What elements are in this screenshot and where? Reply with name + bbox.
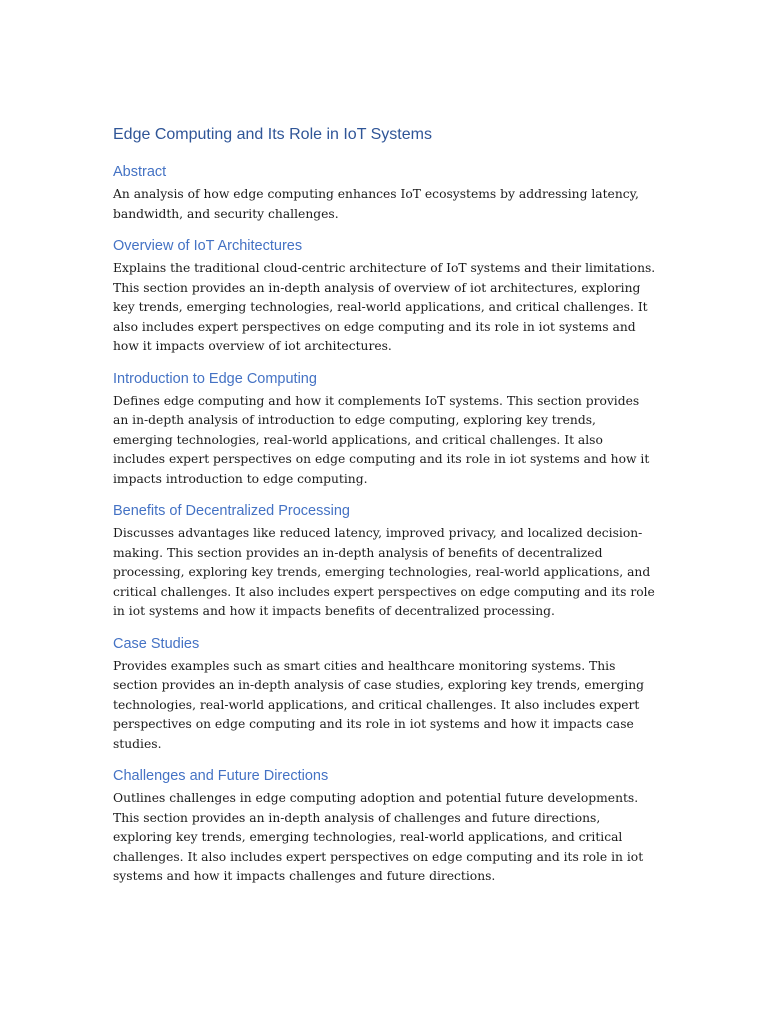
section-case-studies xyxy=(113,634,658,755)
section-body: Explains the traditional cloud-centric architecture of IoT systems and their limitations. This section provides an in-depth analysis of overview of iot architectures, exploring key trends, emerging technologies, real-world applications, and critical challenges. It also includes expert perspectives on edge computing and its role in iot systems and how it impacts overview of iot architectures. xyxy=(113,261,656,353)
section-body: An analysis of how edge computing enhances IoT ecosystems by addressing latency, bandwidth, and security challenges. xyxy=(113,187,639,221)
section-heading: Abstract xyxy=(113,164,167,180)
section-introduction-to-edge-computing xyxy=(113,369,658,490)
section-abstract xyxy=(113,162,658,224)
section-heading: Case Studies xyxy=(113,635,200,652)
document-title: Edge Computing and Its Role in IoT Systems xyxy=(113,126,432,143)
section-benefits-of-decentralized-processing xyxy=(113,501,658,622)
document-page xyxy=(113,124,658,899)
section-heading: Overview of IoT Architectures xyxy=(113,238,303,254)
section-overview-of-iot-architectures xyxy=(113,236,658,357)
section-heading: Challenges and Future Directions xyxy=(113,768,329,784)
section-challenges-and-future-directions xyxy=(113,766,658,887)
section-body: Defines edge computing and how it complements IoT systems. This section provides an in-depth analysis of introduction to edge computing, exploring key trends, emerging technologies, real-world applications, and critical challenges. It also includes expert perspectives on edge computing and its role in iot systems and how it impacts introduction to edge computing. xyxy=(113,393,650,486)
section-body: Discusses advantages like reduced latency, improved privacy, and localized decision-making. This section provides an in-depth analysis of benefits of decentralized processing, exploring key trends, emerging technologies, real-world applications, and critical challenges. It also includes expert perspectives on edge computing and its role in iot systems and how it impacts benefits of decentralized processing. xyxy=(113,526,655,618)
section-heading: Introduction to Edge Computing xyxy=(113,370,317,387)
section-heading: Benefits of Decentralized Processing xyxy=(113,503,350,519)
section-body: Outlines challenges in edge computing adoption and potential future developments. This section provides an in-depth analysis of challenges and future directions, exploring key trends, emerging technologies, real-world applications, and critical challenges. It also includes expert perspectives on edge computing and its role in iot systems and how it impacts challenges and future directions. xyxy=(113,791,644,883)
section-body: Provides examples such as smart cities and healthcare monitoring systems. This section provides an in-depth analysis of case studies, exploring key trends, emerging technologies, real-world applications, and critical challenges. It also includes expert perspectives on edge computing and its role in iot systems and how it impacts case studies. xyxy=(113,658,645,751)
